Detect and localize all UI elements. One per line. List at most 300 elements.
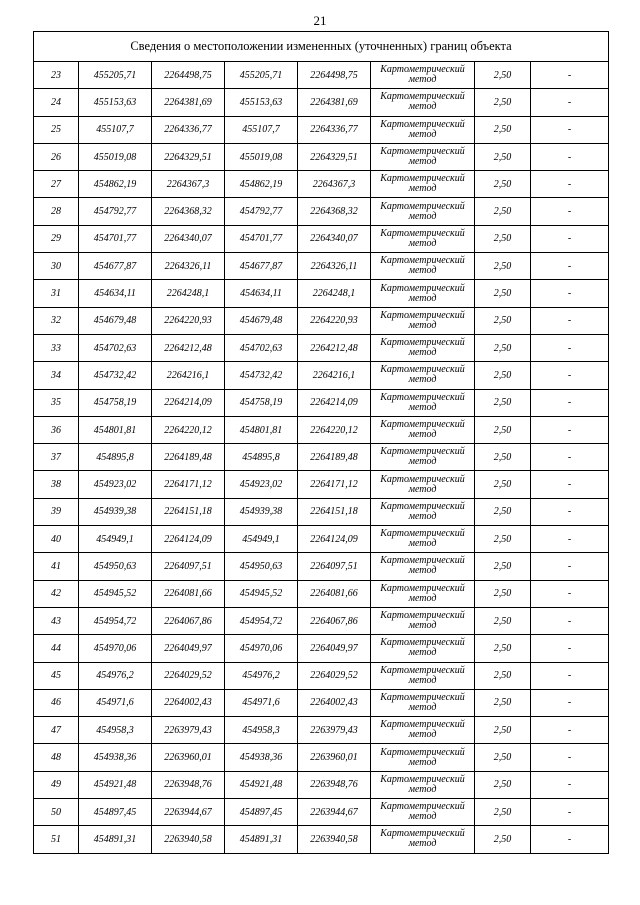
y-old-cell: 2264220,12 bbox=[152, 416, 225, 443]
accuracy-cell: 2,50 bbox=[475, 635, 531, 662]
x-old-cell: 454976,2 bbox=[79, 662, 152, 689]
y-old-cell: 2264367,3 bbox=[152, 171, 225, 198]
y-new-cell: 2264220,12 bbox=[298, 416, 371, 443]
y-new-cell: 2264212,48 bbox=[298, 334, 371, 361]
method-line-1: Картометрический bbox=[380, 773, 465, 785]
y-new-cell: 2264220,93 bbox=[298, 307, 371, 334]
point-number-cell: 40 bbox=[34, 526, 79, 553]
y-old-cell: 2264220,93 bbox=[152, 307, 225, 334]
method-line-2: метод bbox=[408, 483, 437, 495]
note-cell: - bbox=[531, 635, 609, 662]
point-number-cell: 35 bbox=[34, 389, 79, 416]
x-old-cell: 454801,81 bbox=[79, 416, 152, 443]
method-line-1: Картометрический bbox=[380, 200, 465, 212]
method-line-1: Картометрический bbox=[380, 664, 465, 676]
note-cell: - bbox=[531, 744, 609, 771]
accuracy-cell: 2,50 bbox=[475, 143, 531, 170]
point-number-cell: 37 bbox=[34, 444, 79, 471]
method-line-2: метод bbox=[408, 128, 437, 140]
x-old-cell: 454895,8 bbox=[79, 444, 152, 471]
method-line-2: метод bbox=[408, 347, 437, 359]
accuracy-cell: 2,50 bbox=[475, 826, 531, 853]
method-line-2: метод bbox=[408, 592, 437, 604]
y-old-cell: 2264248,1 bbox=[152, 280, 225, 307]
point-number-cell: 28 bbox=[34, 198, 79, 225]
x-old-cell: 454758,19 bbox=[79, 389, 152, 416]
table-row bbox=[34, 744, 609, 771]
point-number-cell: 39 bbox=[34, 498, 79, 525]
accuracy-cell: 2,50 bbox=[475, 116, 531, 143]
method-line-2: метод bbox=[408, 783, 437, 795]
method-cell bbox=[371, 280, 475, 307]
y-new-cell: 2263940,58 bbox=[298, 826, 371, 853]
table-row bbox=[34, 116, 609, 143]
y-old-cell: 2264124,09 bbox=[152, 526, 225, 553]
table-row bbox=[34, 143, 609, 170]
method-line-2: метод bbox=[408, 701, 437, 713]
x-old-cell: 454891,31 bbox=[79, 826, 152, 853]
x-old-cell: 454677,87 bbox=[79, 253, 152, 280]
x-new-cell: 454954,72 bbox=[225, 607, 298, 634]
method-line-1: Картометрический bbox=[380, 337, 465, 349]
note-cell: - bbox=[531, 198, 609, 225]
accuracy-cell: 2,50 bbox=[475, 362, 531, 389]
point-number-cell: 32 bbox=[34, 307, 79, 334]
x-old-cell: 454862,19 bbox=[79, 171, 152, 198]
table-row bbox=[34, 799, 609, 826]
x-new-cell: 454891,31 bbox=[225, 826, 298, 853]
method-cell bbox=[371, 553, 475, 580]
y-old-cell: 2264368,32 bbox=[152, 198, 225, 225]
boundary-coordinates-table bbox=[33, 31, 609, 854]
table-row bbox=[34, 717, 609, 744]
method-line-1: Картометрический bbox=[380, 282, 465, 294]
method-cell bbox=[371, 717, 475, 744]
y-old-cell: 2264214,09 bbox=[152, 389, 225, 416]
accuracy-cell: 2,50 bbox=[475, 471, 531, 498]
point-number-cell: 44 bbox=[34, 635, 79, 662]
table-row bbox=[34, 62, 609, 89]
note-cell: - bbox=[531, 416, 609, 443]
x-old-cell: 454971,6 bbox=[79, 689, 152, 716]
y-old-cell: 2264336,77 bbox=[152, 116, 225, 143]
method-cell bbox=[371, 198, 475, 225]
point-number-cell: 50 bbox=[34, 799, 79, 826]
method-line-1: Картометрический bbox=[380, 309, 465, 321]
table-row bbox=[34, 362, 609, 389]
table-row bbox=[34, 307, 609, 334]
note-cell: - bbox=[531, 717, 609, 744]
x-new-cell: 454895,8 bbox=[225, 444, 298, 471]
y-old-cell: 2263948,76 bbox=[152, 771, 225, 798]
y-new-cell: 2264329,51 bbox=[298, 143, 371, 170]
y-new-cell: 2264367,3 bbox=[298, 171, 371, 198]
y-new-cell: 2264381,69 bbox=[298, 89, 371, 116]
method-line-2: метод bbox=[408, 565, 437, 577]
table-row bbox=[34, 826, 609, 853]
note-cell: - bbox=[531, 225, 609, 252]
y-old-cell: 2264002,43 bbox=[152, 689, 225, 716]
method-cell bbox=[371, 253, 475, 280]
method-cell bbox=[371, 526, 475, 553]
x-old-cell: 454945,52 bbox=[79, 580, 152, 607]
method-line-1: Картометрический bbox=[380, 691, 465, 703]
method-line-2: метод bbox=[408, 183, 437, 195]
method-line-2: метод bbox=[408, 729, 437, 741]
y-new-cell: 2264214,09 bbox=[298, 389, 371, 416]
method-line-2: метод bbox=[408, 647, 437, 659]
point-number-cell: 45 bbox=[34, 662, 79, 689]
accuracy-cell: 2,50 bbox=[475, 225, 531, 252]
x-old-cell: 454958,3 bbox=[79, 717, 152, 744]
y-new-cell: 2264498,75 bbox=[298, 62, 371, 89]
method-line-2: метод bbox=[408, 74, 437, 86]
accuracy-cell: 2,50 bbox=[475, 198, 531, 225]
point-number-cell: 36 bbox=[34, 416, 79, 443]
point-number-cell: 23 bbox=[34, 62, 79, 89]
y-old-cell: 2264326,11 bbox=[152, 253, 225, 280]
method-line-2: метод bbox=[408, 292, 437, 304]
y-new-cell: 2264216,1 bbox=[298, 362, 371, 389]
table-row bbox=[34, 171, 609, 198]
method-line-1: Картометрический bbox=[380, 637, 465, 649]
x-new-cell: 454677,87 bbox=[225, 253, 298, 280]
note-cell: - bbox=[531, 362, 609, 389]
table-row bbox=[34, 580, 609, 607]
y-new-cell: 2264097,51 bbox=[298, 553, 371, 580]
page-number: 21 bbox=[313, 13, 327, 28]
x-new-cell: 454862,19 bbox=[225, 171, 298, 198]
x-new-cell: 454634,11 bbox=[225, 280, 298, 307]
x-new-cell: 454950,63 bbox=[225, 553, 298, 580]
point-number-cell: 43 bbox=[34, 607, 79, 634]
y-new-cell: 2263979,43 bbox=[298, 717, 371, 744]
method-line-2: метод bbox=[408, 237, 437, 249]
note-cell: - bbox=[531, 498, 609, 525]
x-new-cell: 455019,08 bbox=[225, 143, 298, 170]
point-number-cell: 42 bbox=[34, 580, 79, 607]
x-new-cell: 454958,3 bbox=[225, 717, 298, 744]
x-new-cell: 454976,2 bbox=[225, 662, 298, 689]
method-line-1: Картометрический bbox=[380, 500, 465, 512]
table-row bbox=[34, 416, 609, 443]
accuracy-cell: 2,50 bbox=[475, 689, 531, 716]
method-line-2: метод bbox=[408, 265, 437, 277]
table-row bbox=[34, 662, 609, 689]
method-cell bbox=[371, 362, 475, 389]
y-old-cell: 2263944,67 bbox=[152, 799, 225, 826]
accuracy-cell: 2,50 bbox=[475, 389, 531, 416]
method-line-2: метод bbox=[408, 811, 437, 823]
accuracy-cell: 2,50 bbox=[475, 171, 531, 198]
table-row bbox=[34, 771, 609, 798]
accuracy-cell: 2,50 bbox=[475, 334, 531, 361]
note-cell: - bbox=[531, 280, 609, 307]
note-cell: - bbox=[531, 771, 609, 798]
y-old-cell: 2264216,1 bbox=[152, 362, 225, 389]
x-old-cell: 455153,63 bbox=[79, 89, 152, 116]
method-line-2: метод bbox=[408, 156, 437, 168]
x-new-cell: 454945,52 bbox=[225, 580, 298, 607]
note-cell: - bbox=[531, 580, 609, 607]
accuracy-cell: 2,50 bbox=[475, 62, 531, 89]
method-cell bbox=[371, 89, 475, 116]
method-line-1: Картометрический bbox=[380, 91, 465, 103]
method-cell bbox=[371, 662, 475, 689]
point-number-cell: 26 bbox=[34, 143, 79, 170]
table-title: Сведения о местоположении измененных (уточненных) границ объекта bbox=[34, 32, 609, 62]
point-number-cell: 30 bbox=[34, 253, 79, 280]
x-new-cell: 454971,6 bbox=[225, 689, 298, 716]
point-number-cell: 27 bbox=[34, 171, 79, 198]
accuracy-cell: 2,50 bbox=[475, 799, 531, 826]
note-cell: - bbox=[531, 471, 609, 498]
x-old-cell: 454921,48 bbox=[79, 771, 152, 798]
x-new-cell: 454921,48 bbox=[225, 771, 298, 798]
y-new-cell: 2264368,32 bbox=[298, 198, 371, 225]
method-cell bbox=[371, 334, 475, 361]
y-new-cell: 2263948,76 bbox=[298, 771, 371, 798]
x-old-cell: 454950,63 bbox=[79, 553, 152, 580]
y-new-cell: 2264151,18 bbox=[298, 498, 371, 525]
x-new-cell: 454939,38 bbox=[225, 498, 298, 525]
y-old-cell: 2264081,66 bbox=[152, 580, 225, 607]
method-cell bbox=[371, 580, 475, 607]
method-cell bbox=[371, 771, 475, 798]
method-line-1: Картометрический bbox=[380, 473, 465, 485]
table-row bbox=[34, 334, 609, 361]
x-old-cell: 454939,38 bbox=[79, 498, 152, 525]
method-line-1: Картометрический bbox=[380, 801, 465, 813]
method-cell bbox=[371, 389, 475, 416]
y-new-cell: 2263960,01 bbox=[298, 744, 371, 771]
y-old-cell: 2263979,43 bbox=[152, 717, 225, 744]
table-row bbox=[34, 607, 609, 634]
x-old-cell: 454954,72 bbox=[79, 607, 152, 634]
accuracy-cell: 2,50 bbox=[475, 580, 531, 607]
y-old-cell: 2264329,51 bbox=[152, 143, 225, 170]
method-line-1: Картометрический bbox=[380, 528, 465, 540]
y-old-cell: 2263940,58 bbox=[152, 826, 225, 853]
accuracy-cell: 2,50 bbox=[475, 89, 531, 116]
point-number-cell: 31 bbox=[34, 280, 79, 307]
x-old-cell: 454792,77 bbox=[79, 198, 152, 225]
x-old-cell: 454679,48 bbox=[79, 307, 152, 334]
x-old-cell: 454702,63 bbox=[79, 334, 152, 361]
method-line-1: Картометрический bbox=[380, 582, 465, 594]
note-cell: - bbox=[531, 526, 609, 553]
method-line-1: Картометрический bbox=[380, 446, 465, 458]
note-cell: - bbox=[531, 799, 609, 826]
x-old-cell: 454634,11 bbox=[79, 280, 152, 307]
y-new-cell: 2264049,97 bbox=[298, 635, 371, 662]
y-old-cell: 2264029,52 bbox=[152, 662, 225, 689]
x-new-cell: 454701,77 bbox=[225, 225, 298, 252]
x-new-cell: 454949,1 bbox=[225, 526, 298, 553]
method-line-2: метод bbox=[408, 510, 437, 522]
x-old-cell: 454701,77 bbox=[79, 225, 152, 252]
method-cell bbox=[371, 225, 475, 252]
method-line-2: метод bbox=[408, 756, 437, 768]
table-row bbox=[34, 498, 609, 525]
x-old-cell: 454923,02 bbox=[79, 471, 152, 498]
method-line-1: Картометрический bbox=[380, 419, 465, 430]
table-row bbox=[34, 471, 609, 498]
note-cell: - bbox=[531, 607, 609, 634]
x-new-cell: 454801,81 bbox=[225, 416, 298, 443]
method-cell bbox=[371, 62, 475, 89]
y-new-cell: 2264248,1 bbox=[298, 280, 371, 307]
y-new-cell: 2264002,43 bbox=[298, 689, 371, 716]
method-cell bbox=[371, 498, 475, 525]
method-line-1: Картометрический bbox=[380, 828, 465, 840]
note-cell: - bbox=[531, 89, 609, 116]
y-new-cell: 2264336,77 bbox=[298, 116, 371, 143]
method-cell bbox=[371, 307, 475, 334]
x-old-cell: 455019,08 bbox=[79, 143, 152, 170]
table-row bbox=[34, 253, 609, 280]
accuracy-cell: 2,50 bbox=[475, 307, 531, 334]
table-row bbox=[34, 444, 609, 471]
note-cell: - bbox=[531, 143, 609, 170]
note-cell: - bbox=[531, 116, 609, 143]
x-old-cell: 455107,7 bbox=[79, 116, 152, 143]
x-new-cell: 454970,06 bbox=[225, 635, 298, 662]
point-number-cell: 46 bbox=[34, 689, 79, 716]
x-old-cell: 454897,45 bbox=[79, 799, 152, 826]
y-new-cell: 2264067,86 bbox=[298, 607, 371, 634]
method-line-2: метод bbox=[408, 620, 437, 632]
note-cell: - bbox=[531, 307, 609, 334]
note-cell: - bbox=[531, 689, 609, 716]
point-number-cell: 29 bbox=[34, 225, 79, 252]
accuracy-cell: 2,50 bbox=[475, 253, 531, 280]
method-cell bbox=[371, 116, 475, 143]
method-line-2: метод bbox=[408, 674, 437, 686]
note-cell: - bbox=[531, 826, 609, 853]
method-cell bbox=[371, 799, 475, 826]
table-row bbox=[34, 635, 609, 662]
method-cell bbox=[371, 689, 475, 716]
y-old-cell: 2264097,51 bbox=[152, 553, 225, 580]
y-new-cell: 2264029,52 bbox=[298, 662, 371, 689]
y-old-cell: 2264151,18 bbox=[152, 498, 225, 525]
note-cell: - bbox=[531, 444, 609, 471]
table-header-row bbox=[34, 32, 609, 62]
point-number-cell: 41 bbox=[34, 553, 79, 580]
y-old-cell: 2264189,48 bbox=[152, 444, 225, 471]
method-cell bbox=[371, 607, 475, 634]
method-cell bbox=[371, 171, 475, 198]
note-cell: - bbox=[531, 171, 609, 198]
table-row bbox=[34, 225, 609, 252]
method-line-1: Картометрический bbox=[380, 555, 465, 567]
method-line-1: Картометрический bbox=[380, 227, 465, 239]
point-number-cell: 47 bbox=[34, 717, 79, 744]
point-number-cell: 49 bbox=[34, 771, 79, 798]
method-cell bbox=[371, 444, 475, 471]
method-cell bbox=[371, 416, 475, 443]
accuracy-cell: 2,50 bbox=[475, 662, 531, 689]
method-line-2: метод bbox=[408, 210, 437, 222]
method-cell bbox=[371, 471, 475, 498]
y-new-cell: 2264326,11 bbox=[298, 253, 371, 280]
method-line-1: Картометрический bbox=[380, 719, 465, 731]
y-new-cell: 2264124,09 bbox=[298, 526, 371, 553]
y-old-cell: 2264171,12 bbox=[152, 471, 225, 498]
y-old-cell: 2264049,97 bbox=[152, 635, 225, 662]
y-old-cell: 2264498,75 bbox=[152, 62, 225, 89]
x-old-cell: 454970,06 bbox=[79, 635, 152, 662]
x-new-cell: 455153,63 bbox=[225, 89, 298, 116]
x-old-cell: 454938,36 bbox=[79, 744, 152, 771]
x-new-cell: 454897,45 bbox=[225, 799, 298, 826]
point-number-cell: 48 bbox=[34, 744, 79, 771]
method-line-2: метод bbox=[408, 101, 437, 113]
method-line-2: метод bbox=[408, 374, 437, 386]
point-number-cell: 25 bbox=[34, 116, 79, 143]
y-new-cell: 2264189,48 bbox=[298, 444, 371, 471]
method-line-1: Картометрический bbox=[380, 364, 465, 376]
x-new-cell: 454758,19 bbox=[225, 389, 298, 416]
accuracy-cell: 2,50 bbox=[475, 280, 531, 307]
point-number-cell: 33 bbox=[34, 334, 79, 361]
accuracy-cell: 2,50 bbox=[475, 607, 531, 634]
method-line-2: метод bbox=[408, 319, 437, 331]
y-new-cell: 2264340,07 bbox=[298, 225, 371, 252]
point-number-cell: 24 bbox=[34, 89, 79, 116]
y-old-cell: 2264340,07 bbox=[152, 225, 225, 252]
method-cell bbox=[371, 826, 475, 853]
method-line-2: метод bbox=[408, 538, 437, 550]
x-new-cell: 454938,36 bbox=[225, 744, 298, 771]
method-line-1: Картометрический bbox=[380, 391, 465, 403]
note-cell: - bbox=[531, 253, 609, 280]
x-new-cell: 455107,7 bbox=[225, 116, 298, 143]
method-line-1: Картометрический bbox=[380, 746, 465, 758]
point-number-cell: 34 bbox=[34, 362, 79, 389]
y-old-cell: 2264381,69 bbox=[152, 89, 225, 116]
note-cell: - bbox=[531, 662, 609, 689]
method-cell bbox=[371, 744, 475, 771]
table-row bbox=[34, 526, 609, 553]
method-line-2: метод bbox=[408, 401, 437, 413]
x-new-cell: 454923,02 bbox=[225, 471, 298, 498]
table-row bbox=[34, 389, 609, 416]
accuracy-cell: 2,50 bbox=[475, 498, 531, 525]
x-new-cell: 455205,71 bbox=[225, 62, 298, 89]
accuracy-cell: 2,50 bbox=[475, 771, 531, 798]
method-line-2: метод bbox=[408, 838, 437, 850]
point-number-cell: 38 bbox=[34, 471, 79, 498]
point-number-cell: 51 bbox=[34, 826, 79, 853]
x-old-cell: 454949,1 bbox=[79, 526, 152, 553]
table-row bbox=[34, 198, 609, 225]
y-new-cell: 2263944,67 bbox=[298, 799, 371, 826]
y-old-cell: 2263960,01 bbox=[152, 744, 225, 771]
note-cell: - bbox=[531, 62, 609, 89]
x-old-cell: 455205,71 bbox=[79, 62, 152, 89]
y-old-cell: 2264212,48 bbox=[152, 334, 225, 361]
x-new-cell: 454679,48 bbox=[225, 307, 298, 334]
table-row bbox=[34, 89, 609, 116]
accuracy-cell: 2,50 bbox=[475, 444, 531, 471]
method-line-1: Картометрический bbox=[380, 610, 465, 622]
table-row bbox=[34, 553, 609, 580]
table-row bbox=[34, 280, 609, 307]
y-old-cell: 2264067,86 bbox=[152, 607, 225, 634]
table-row bbox=[34, 689, 609, 716]
